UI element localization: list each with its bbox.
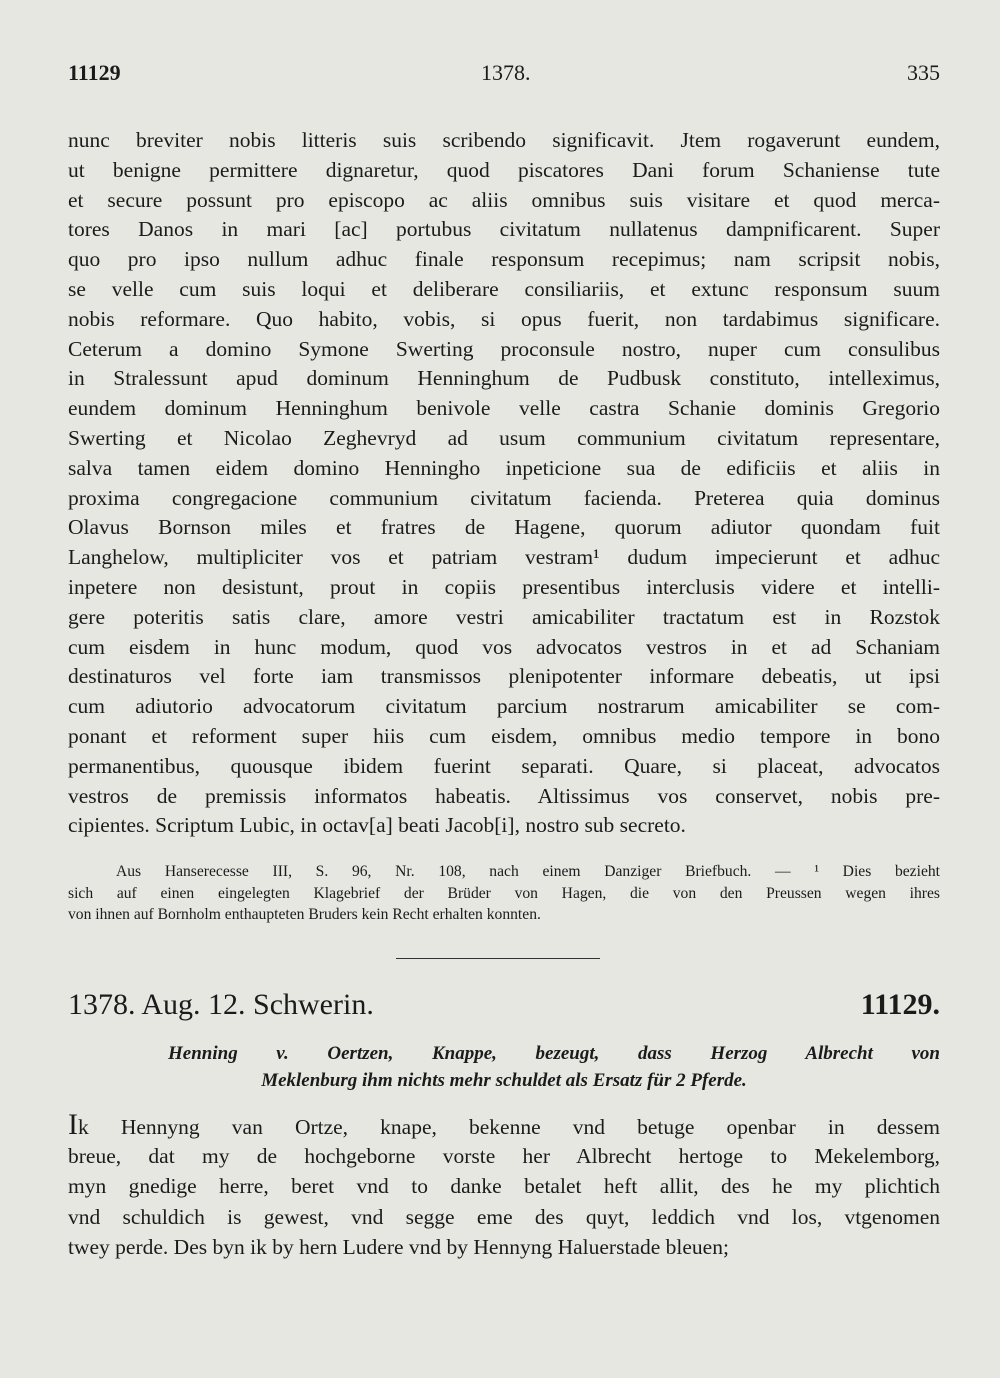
text-line: salva tamen eidem domino Henningho inpeticione sua de edificiis et aliis in (68, 455, 940, 480)
text-line: se velle cum suis loqui et deliberare consiliariis, et extunc responsum suum (68, 276, 940, 301)
regest-line: Meklenburg ihm nichts mehr schuldet als Ersatz für 2 Pferde. (261, 1070, 747, 1091)
text-line: ponant et reforment super hiis cum eisdem, omnibus medio tempore in bono (68, 723, 940, 748)
text-line: et secure possunt pro episcopo ac aliis omnibus suis visitare et quod merca- (68, 187, 940, 212)
text-line: nobis reformare. Quo habito, vobis, si opus fuerit, non tardabimus significare. (68, 306, 940, 331)
text-line: destinaturos vel forte iam transmissos plenipotenter informare debeatis, ut ipsi (68, 664, 940, 689)
text-line: tores Danos in mari [ac] portubus civitatum nullatenus dampnificarent. Super (68, 217, 940, 242)
text-line: cum adiutorio advocatorum civitatum parcium nostrarum amicabiliter se com- (68, 694, 940, 719)
footnote-line: Aus Hanserecesse III, S. 96, Nr. 108, nach einem Danziger Briefbuch. — ¹ Dies bezieht (116, 863, 940, 880)
charter-text (68, 1110, 940, 1263)
page-number: 335 (907, 60, 940, 85)
text-line: permanentibus, quousque ibidem fuerint separati. Quare, si placeat, advocatos (68, 753, 940, 778)
section-divider (396, 958, 600, 959)
running-header (68, 60, 940, 96)
text-line: Ceterum a domino Symone Swerting proconsule nostro, nuper cum consulibus (68, 336, 940, 361)
text-line: Olavus Bornson miles et fratres de Hagene, quorum adiutor quondam fuit (68, 515, 940, 540)
text-line: nunc breviter nobis litteris suis scribendo significavit. Jtem rogaverunt eundem, (68, 128, 940, 152)
text-line: quo pro ipso nullum adhuc finale responsum recepimus; nam scripsit nobis, (68, 247, 940, 272)
text-line: in Stralessunt apud dominum Henninghum de Pudbusk constituto, intelleximus, (68, 366, 940, 391)
document-number: 11129. (860, 988, 940, 1021)
text-line: ut benigne permittere dignaretur, quod piscatores Dani forum Schaniense tute (68, 157, 940, 182)
source-footnote (68, 861, 940, 926)
text-line: cipientes. Scriptum Lubic, in octav[a] beati Jacob[i], nostro sub secreto. (68, 813, 686, 838)
header-year: 1378. (481, 60, 531, 85)
text-line: twey perde. Des byn ik by hern Ludere vnd by Hennyng Haluerstade bleuen; (68, 1235, 729, 1260)
text-line: myn gnedige herre, beret vnd to danke betalet heft allit, des he my plichtich (68, 1174, 940, 1199)
text-line (68, 1110, 940, 1141)
text-line: proxima congregacione communium civitatum facienda. Preterea quia dominus (68, 485, 940, 510)
regest-summary (68, 1040, 940, 1094)
text-line: gere poteritis satis clare, amore vestri amicabiliter tractatum est in Rozstok (68, 604, 940, 629)
text-line-content: k Hennyng van Ortze, knape, bekenne vnd betuge openbar in dessem (78, 1115, 940, 1139)
document-heading (68, 988, 940, 1034)
text-line: vnd schuldich is gewest, vnd segge eme des quyt, leddich vnd los, vtgenomen (68, 1204, 940, 1229)
footnote-line: sich auf einen eingelegten Klagebrief der Brüder von Hagen, die von den Preussen wegen ihres (68, 884, 940, 902)
initial-letter: I (68, 1108, 78, 1141)
header-document-number: 11129 (68, 60, 121, 85)
text-line: Langhelow, multipliciter vos et patriam vestram¹ dudum impecierunt et adhuc (68, 545, 940, 570)
footnote-line: von ihnen auf Bornholm enthaupteten Bruders kein Recht erhalten konnten. (68, 906, 541, 923)
text-line: eundem dominum Henninghum benivole velle castra Schanie dominis Gregorio (68, 396, 940, 421)
text-line: vestros de premissis informatos habeatis. Altissimus vos conservet, nobis pre- (68, 783, 940, 808)
text-line: Swerting et Nicolao Zeghevryd ad usum communium civitatum representare, (68, 425, 940, 450)
document-date-place: 1378. Aug. 12. Schwerin. (68, 988, 374, 1021)
regest-line: Henning v. Oertzen, Knappe, bezeugt, dass Herzog Albrecht von (168, 1043, 940, 1064)
letter-text (68, 126, 940, 841)
text-line: inpetere non desistunt, prout in copiis presentibus interclusis videre et intelli- (68, 574, 940, 599)
text-line: cum eisdem in hunc modum, quod vos advocatos vestros in et ad Schaniam (68, 634, 940, 659)
text-line: breue, dat my de hochgeborne vorste her Albrecht hertoge to Mekelemborg, (68, 1143, 940, 1168)
